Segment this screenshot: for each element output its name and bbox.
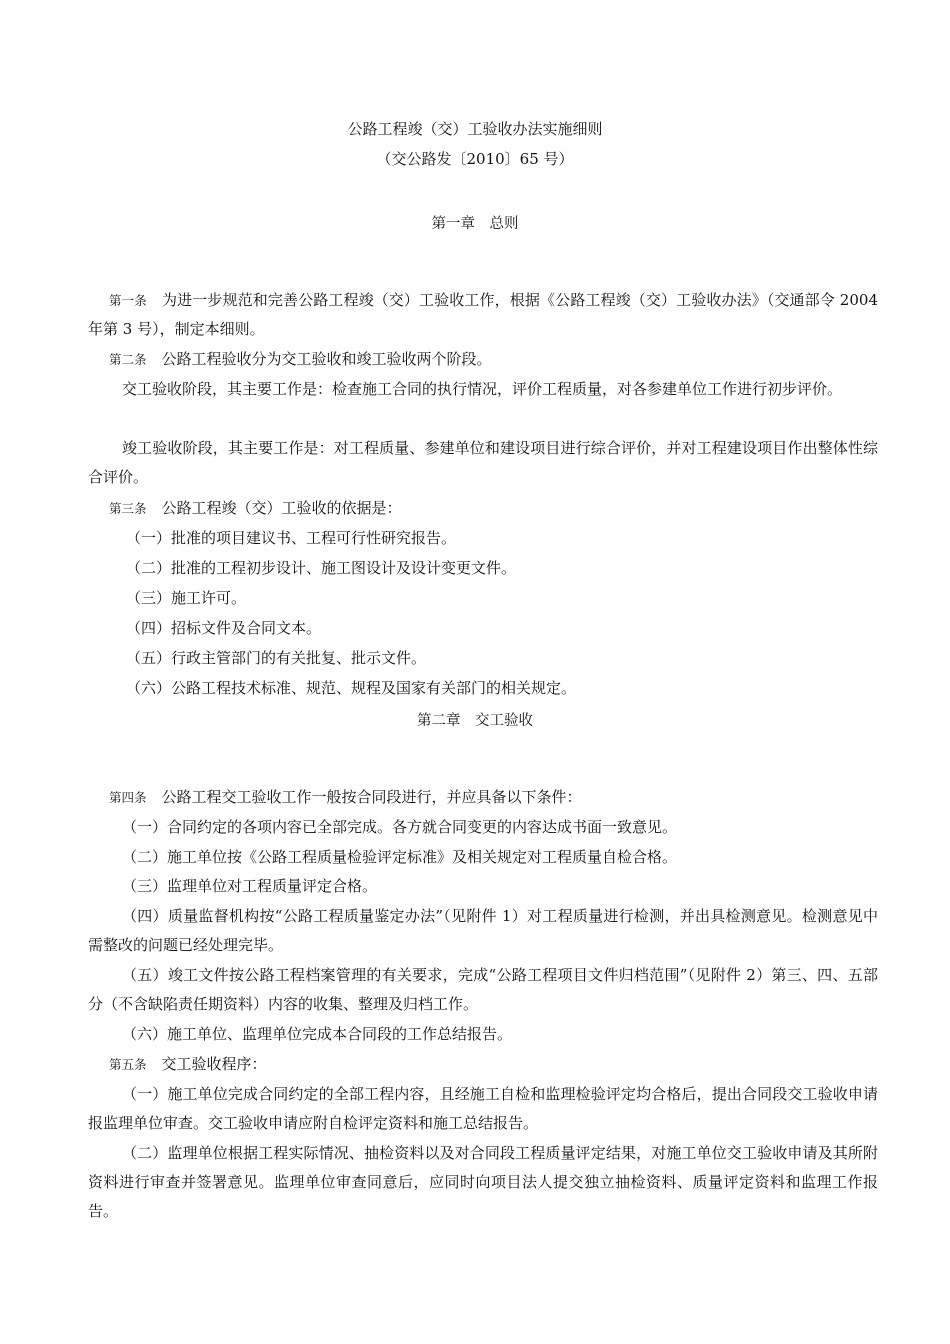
article-1-text: 为进一步规范和完善公路工程竣（交）工验收工作，根据《公路工程竣（交）工验收办法》（交通部令 2004 年第 3 号），制定本细则。 bbox=[88, 291, 878, 338]
article-5-item-1: （一）施工单位完成合同约定的全部工程内容，且经施工自检和监理检验评定均合格后，提出合同段交工验收申请报监理单位审查。交工验收申请应附自检评定资料和施工总结报告。 bbox=[88, 1085, 878, 1132]
article-2-paragraph-1: 交工验收阶段，其主要工作是：检查施工合同的执行情况，评价工程质量，对各参建单位工作进行初步评价。 bbox=[122, 380, 843, 398]
article-1 bbox=[88, 286, 878, 344]
document-subtitle: （交公路发〔2010〕65 号） bbox=[376, 150, 574, 168]
chapter-1-heading: 第一章 总则 bbox=[431, 216, 519, 232]
article-1-label: 第一条 bbox=[109, 293, 147, 308]
article-4-label: 第四条 bbox=[109, 790, 147, 805]
article-5-label: 第五条 bbox=[109, 1057, 147, 1072]
article-5 bbox=[88, 1050, 878, 1079]
article-4-item-4: （四）质量监督机构按“公路工程质量鉴定办法”（见附件 1）对工程质量进行检测，并出具检测意见。检测意见中需整改的问题已经处理完毕。 bbox=[88, 907, 878, 954]
article-4-item-1: （一）合同约定的各项内容已全部完成。各方就合同变更的内容达成书面一致意见。 bbox=[122, 818, 678, 836]
document-title: 公路工程竣（交）工验收办法实施细则 bbox=[347, 120, 603, 138]
article-4-item-5: （五）竣工文件按公路工程档案管理的有关要求，完成“公路工程项目文件归档范围”（见附件 2）第三、四、五部分（不含缺陷责任期资料）内容的收集、整理及归档工作。 bbox=[88, 966, 878, 1013]
article-3-item-3: （三）施工许可。 bbox=[126, 589, 247, 607]
article-4-item-6: （六）施工单位、监理单位完成本合同段的工作总结报告。 bbox=[122, 1025, 513, 1043]
article-3 bbox=[88, 494, 878, 523]
article-2 bbox=[88, 345, 878, 374]
article-2-paragraph-2: 竣工验收阶段，其主要工作是：对工程质量、参建单位和建设项目进行综合评价，并对工程建设项目作出整体性综合评价。 bbox=[88, 439, 878, 486]
article-3-item-1: （一）批准的项目建议书、工程可行性研究报告。 bbox=[126, 529, 457, 547]
article-3-item-6: （六）公路工程技术标准、规范、规程及国家有关部门的相关规定。 bbox=[126, 679, 577, 697]
article-5-item-2: （二）监理单位根据工程实际情况、抽检资料以及对合同段工程质量评定结果，对施工单位交工验收申请及其所附资料进行审查并签署意见。监理单位审查同意后，应同时向项目法人提交独立抽检资料、质量评定资料和监理工作报告。 bbox=[88, 1144, 878, 1220]
article-3-item-4: （四）招标文件及合同文本。 bbox=[126, 619, 322, 637]
article-2-label: 第二条 bbox=[109, 352, 147, 367]
article-5-text: 交工验收程序： bbox=[161, 1055, 267, 1073]
article-2-text: 公路工程验收分为交工验收和竣工验收两个阶段。 bbox=[161, 350, 492, 368]
article-3-label: 第三条 bbox=[109, 501, 147, 516]
chapter-2-heading: 第二章 交工验收 bbox=[417, 713, 533, 729]
article-3-item-5: （五）行政主管部门的有关批复、批示文件。 bbox=[126, 649, 427, 667]
article-4-item-2: （二）施工单位按《公路工程质量检验评定标准》及相关规定对工程质量自检合格。 bbox=[122, 848, 678, 866]
article-3-text: 公路工程竣（交）工验收的依据是： bbox=[161, 499, 402, 517]
article-4-text: 公路工程交工验收工作一般按合同段进行，并应具备以下条件： bbox=[161, 788, 582, 806]
article-3-item-2: （二）批准的工程初步设计、施工图设计及设计变更文件。 bbox=[126, 559, 517, 577]
article-4 bbox=[88, 783, 878, 812]
article-4-item-3: （三）监理单位对工程质量评定合格。 bbox=[122, 877, 378, 895]
